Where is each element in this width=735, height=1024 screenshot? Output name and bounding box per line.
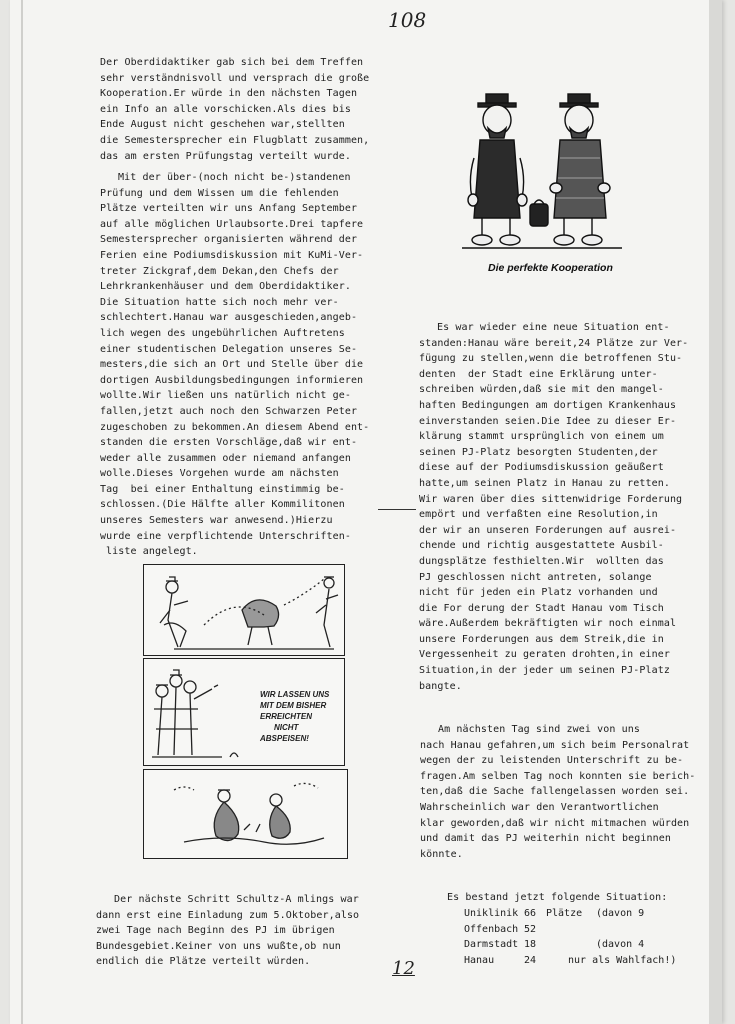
text-line: ten,daß die Sache fallengelassen worden sei. — [420, 786, 690, 798]
text-line: fügung zu stellen,wenn die betroffenen Stu- — [419, 353, 683, 365]
count-cell: 52 — [524, 923, 537, 935]
text-line: nach Hanau gefahren,um sich beim Personalrat — [420, 739, 690, 751]
text-line: chende und richtig ausgestattete Ausbil- — [419, 540, 664, 552]
text-line: die For derung der Stadt Hanau vom Tisch — [419, 602, 664, 614]
text-line: Mit der über-(noch nicht be-)standenen — [118, 172, 351, 183]
text-line: Tag bei einer Enthaltung einstimmig be- — [100, 483, 345, 495]
speech-text — [260, 689, 329, 744]
comic-illustration-3 — [144, 770, 347, 858]
situation-table — [464, 906, 704, 968]
place-cell: Hanau — [464, 954, 495, 966]
cartoon-two-men-illustration — [460, 88, 626, 256]
text-line: schlechtert.Hanau war ausgeschieden,angeb- — [100, 312, 358, 324]
text-line: schlossen.(Die Hälfte aller Kommilitonen — [100, 499, 345, 511]
page-number-bottom: 12 — [392, 958, 415, 979]
text-line: Wir waren über dies sittenwidrige Forderung — [419, 493, 683, 505]
comic-illustration-1 — [144, 565, 344, 655]
comic-panel-1 — [143, 564, 345, 656]
text-line: Der nächste Schritt Schultz-A mlings war — [114, 894, 359, 905]
speech-line: ABSPEISEN! — [260, 734, 309, 743]
text-line: standen:Hanau wäre bereit,24 Plätze zur Ver- — [419, 337, 689, 349]
text-line: Wahrscheinlich war den Verantwortlichen — [420, 801, 659, 813]
text-line: Die Situation hatte sich noch mehr ver- — [100, 296, 339, 308]
page-edge-shadow — [709, 0, 722, 1024]
text-line: zugeschoben zu bekommen.An diesem Abend ent- — [100, 421, 370, 433]
text-line: Ferien eine Podiumsdiskussion mit KuMi-Ver- — [100, 249, 364, 261]
text-line: wolle.Dieses Vorgehen wurde am nächsten — [100, 468, 339, 480]
text-line: der wir an unseren Forderungen auf ausrei- — [419, 524, 677, 536]
text-line: sehr verständnisvoll und versprach die große — [100, 72, 370, 84]
text-line: Der Oberdidaktiker gab sich bei dem Treffen — [100, 57, 364, 68]
text-line: unsere Forderungen aus dem Streik,die in — [419, 633, 664, 645]
text-line: Vergessenheit zu geraten drohten,in einer — [419, 649, 670, 661]
right-paragraph-2 — [420, 722, 695, 862]
text-line: klar geworden,daß wir nicht mitmachen würden — [420, 817, 690, 829]
text-line: Lehrkrankenhäuser und dem Oberdidaktiker. — [100, 281, 351, 293]
text-line: bangte. — [419, 680, 462, 692]
table-row — [464, 906, 704, 922]
place-cell: Uniklinik — [464, 908, 519, 919]
text-line: seinen PJ-Platz besorgten Studenten,der — [419, 446, 658, 458]
text-line: das am ersten Prüfungstag verteilt wurde. — [100, 150, 351, 162]
text-line: könnte. — [420, 848, 463, 860]
unit-cell: Plätze — [546, 908, 583, 919]
right-paragraph-1 — [419, 320, 688, 694]
text-line: unseres Semesters war anwesend.)Hierzu — [100, 515, 333, 527]
text-line: Semestersprecher organisierten während der — [100, 234, 358, 246]
comic-panel-2 — [143, 658, 345, 766]
text-line: fallen,jetzt auch noch den Schwarzen Peter — [100, 405, 358, 417]
situation-intro — [447, 890, 667, 906]
binder-edge — [21, 0, 23, 1024]
place-cell: Offenbach — [464, 923, 519, 935]
text-line: wurde eine verpflichtende Unterschriften- — [100, 530, 351, 542]
text-line: endlich die Plätze verteilt würden. — [96, 956, 311, 968]
table-row — [464, 922, 704, 938]
text-line: Es war wieder eine neue Situation ent- — [437, 322, 670, 333]
count-cell: 18 — [524, 939, 537, 951]
left-paragraph-3 — [96, 892, 359, 970]
text-line: auf alle möglichen Urlaubsorte.Drei tapfere — [100, 218, 364, 230]
text-line: denten der Stadt eine Erklärung unter- — [419, 368, 658, 380]
comic-panel-3 — [143, 769, 348, 859]
text-line: Kooperation.Er würde in den nächsten Tagen — [100, 88, 358, 100]
text-line: dortigen Ausbildungsbedingungen informieren — [100, 374, 364, 386]
text-line: lich wegen des ungebührlichen Auftretens — [100, 327, 345, 339]
text-line: einverstanden seien.Die Idee zu dieser Er- — [419, 415, 677, 427]
text-line: Es bestand jetzt folgende Situation: — [447, 892, 668, 903]
speech-line: MIT DEM BISHER — [260, 701, 327, 710]
text-line: Am nächsten Tag sind zwei von uns — [438, 724, 640, 735]
text-line: und damit das PJ weiterhin nicht beginnen — [420, 833, 671, 845]
text-line: dungsplätze festhielten.Wir wollten das — [419, 555, 664, 567]
text-line: Plätze verteilten wir uns Anfang September — [100, 203, 358, 215]
cartoon-image — [460, 88, 626, 256]
text-line: wollte.Wir ließen uns natürlich nicht ge- — [100, 390, 351, 402]
text-line: fragen.Am selben Tag noch konnten sie berich- — [420, 770, 696, 782]
text-line: Prüfung und dem Wissen um die fehlenden — [100, 187, 339, 199]
text-line: weder alle zusammen oder niemand anfangen — [100, 452, 351, 464]
page-number-top: 108 — [388, 8, 427, 32]
text-line: schreiben würden,daß sie mit den mangel- — [419, 384, 664, 396]
connector-line — [378, 509, 416, 510]
text-line: liste angelegt. — [106, 546, 198, 558]
text-line: nicht für jeden ein Platz vorhanden und — [419, 587, 658, 599]
text-line: treter Zickgraf,dem Dekan,den Chefs der — [100, 265, 339, 277]
text-line: ein Info an alle vorschicken.Als dies bis — [100, 103, 351, 115]
text-line: PJ geschlossen nicht antreten, solange — [419, 571, 652, 583]
text-line: Situation,in der jeder um seinen PJ-Platz — [419, 665, 670, 677]
text-line: Bundesgebiet.Keiner von uns wußte,ob nun — [96, 940, 341, 952]
text-line: haften Bedingungen am dortigen Krankenhaus — [419, 399, 677, 411]
text-line: wäre.Außerdem bekräftigten wir noch einmal — [419, 618, 677, 630]
count-cell: 24 — [524, 954, 537, 966]
text-line: empört und verfaßten eine Resolution,in — [419, 509, 658, 521]
speech-line: WIR LASSEN UNS — [260, 690, 330, 699]
left-paragraph-1 — [100, 55, 369, 164]
table-row — [464, 937, 704, 953]
text-line: hatte,um seinen Platz in Hanau zu retten. — [419, 477, 670, 489]
text-line: zwei Tage nach Beginn des PJ im übrigen — [96, 925, 335, 937]
note-cell: nur als Wahlfach!) — [568, 954, 677, 966]
speech-line: NICHT — [274, 723, 299, 732]
note-cell: (davon 4 — [596, 939, 645, 951]
text-line: standen die ersten Vorschläge,daß wir ent- — [100, 437, 358, 449]
text-line: Ende August nicht geschehen war,stellten — [100, 119, 345, 131]
cartoon-caption: Die perfekte Kooperation — [488, 262, 613, 274]
text-line: mesters,die sich an Ort und Stelle über die — [100, 359, 364, 371]
text-line: klärung stammt ursprünglich von einem um — [419, 431, 664, 443]
count-cell: 66 — [524, 908, 537, 919]
text-line: die Semestersprecher ein Flugblatt zusammen, — [100, 134, 370, 146]
note-cell: (davon 9 — [596, 908, 645, 919]
place-cell: Darmstadt — [464, 939, 519, 951]
text-line: einer studentischen Delegation unseres Se- — [100, 343, 358, 355]
speech-line: ERREICHTEN — [260, 712, 313, 721]
text-line: diese auf der Podiumsdiskussion geäußert — [419, 462, 664, 474]
table-row — [464, 953, 704, 969]
left-paragraph-2 — [100, 170, 369, 560]
text-line: wegen der zu leistenden Unterschrift zu be- — [420, 755, 684, 767]
text-line: dann erst eine Einladung zum 5.Oktober,also — [96, 909, 360, 921]
